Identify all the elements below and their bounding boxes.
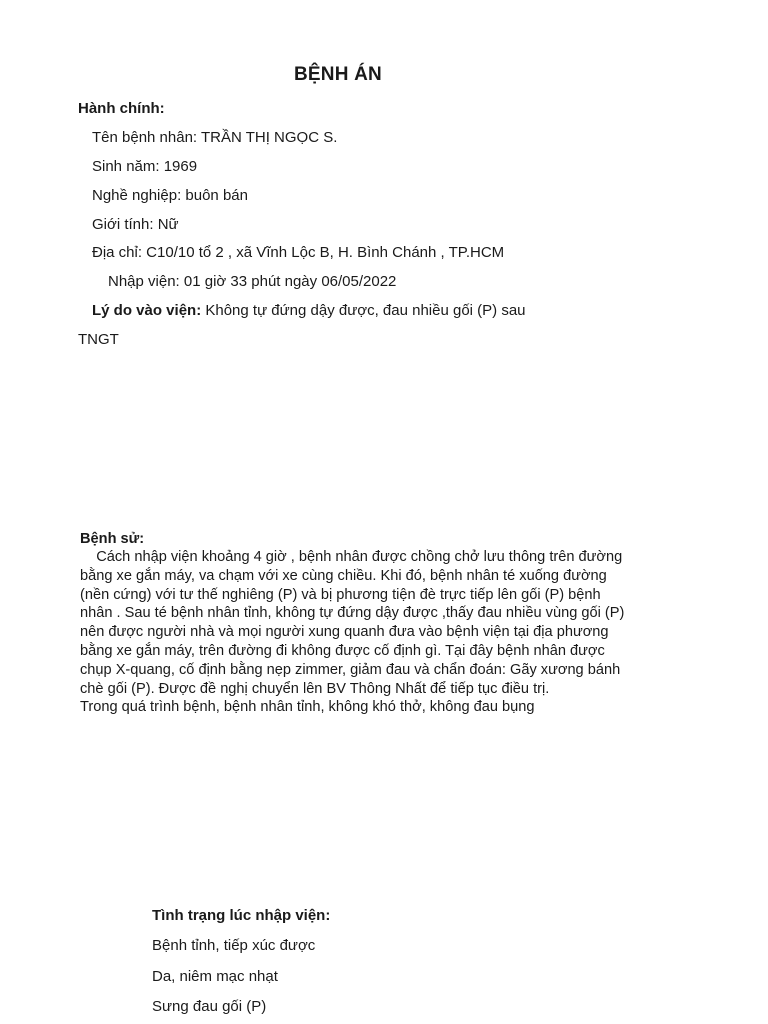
history-line: Cách nhập viện khoảng 4 giờ , bệnh nhân được chồng chở lưu thông trên đường [80, 549, 623, 565]
history-line: bằng xe gắn máy, trên đường đi không được cố định gì. Tại đây bệnh nhân được [80, 642, 605, 659]
history-line: nên được người nhà và mọi người xung quanh đưa vào bệnh viện tại địa phương [80, 624, 609, 641]
patient-name: Tên bệnh nhân: TRẦN THỊ NGỌC S. [92, 129, 338, 146]
reason-text: Không tự đứng dậy được, đau nhiều gối (P) sau [201, 302, 526, 319]
gender: Giới tính: Nữ [92, 216, 179, 233]
reason-for-admission [92, 302, 526, 319]
reason-label: Lý do vào viện: [92, 302, 202, 319]
history-line: (nền cứng) với tư thế nghiêng (P) và bị phương tiện đè trực tiếp lên gối (P) bệnh [80, 586, 601, 603]
occupation: Nghề nghiệp: buôn bán [92, 187, 248, 204]
history-paragraph [80, 548, 690, 717]
admission-status-item: Sưng đau gối (P) [152, 998, 267, 1015]
admission-status-item: Da, niêm mạc nhạt [152, 968, 278, 985]
admission-status-item: Bệnh tỉnh, tiếp xúc được [152, 937, 316, 954]
history-line: chụp X-quang, cố định bằng nẹp zimmer, giảm đau và chẩn đoán: Gãy xương bánh [80, 661, 621, 678]
address: Địa chỉ: C10/10 tổ 2 , xã Vĩnh Lộc B, H. Bình Chánh , TP.HCM [92, 244, 505, 261]
document-title: BỆNH ÁN [294, 64, 382, 85]
history-heading: Bệnh sử: [80, 531, 145, 547]
history-line: bằng xe gắn máy, va chạm với xe cùng chiều. Khi đó, bệnh nhân té xuống đường [80, 567, 607, 584]
birth-year: Sinh năm: 1969 [92, 158, 198, 175]
history-line: nhân . Sau té bệnh nhân tỉnh, không tự đứng dậy được ,thấy đau nhiều vùng gối (P) [80, 605, 625, 622]
history-line: chè gối (P). Được đề nghị chuyển lên BV Thông Nhất để tiếp tục điều trị. [80, 680, 550, 697]
history-line: Trong quá trình bệnh, bệnh nhân tỉnh, không khó thở, không đau bụng [80, 699, 535, 716]
reason-continuation: TNGT [78, 331, 119, 348]
admission-time: Nhập viện: 01 giờ 33 phút ngày 06/05/2022 [108, 273, 397, 290]
admission-status-heading: Tình trạng lúc nhập viện: [152, 907, 331, 924]
admin-heading: Hành chính: [78, 100, 165, 117]
